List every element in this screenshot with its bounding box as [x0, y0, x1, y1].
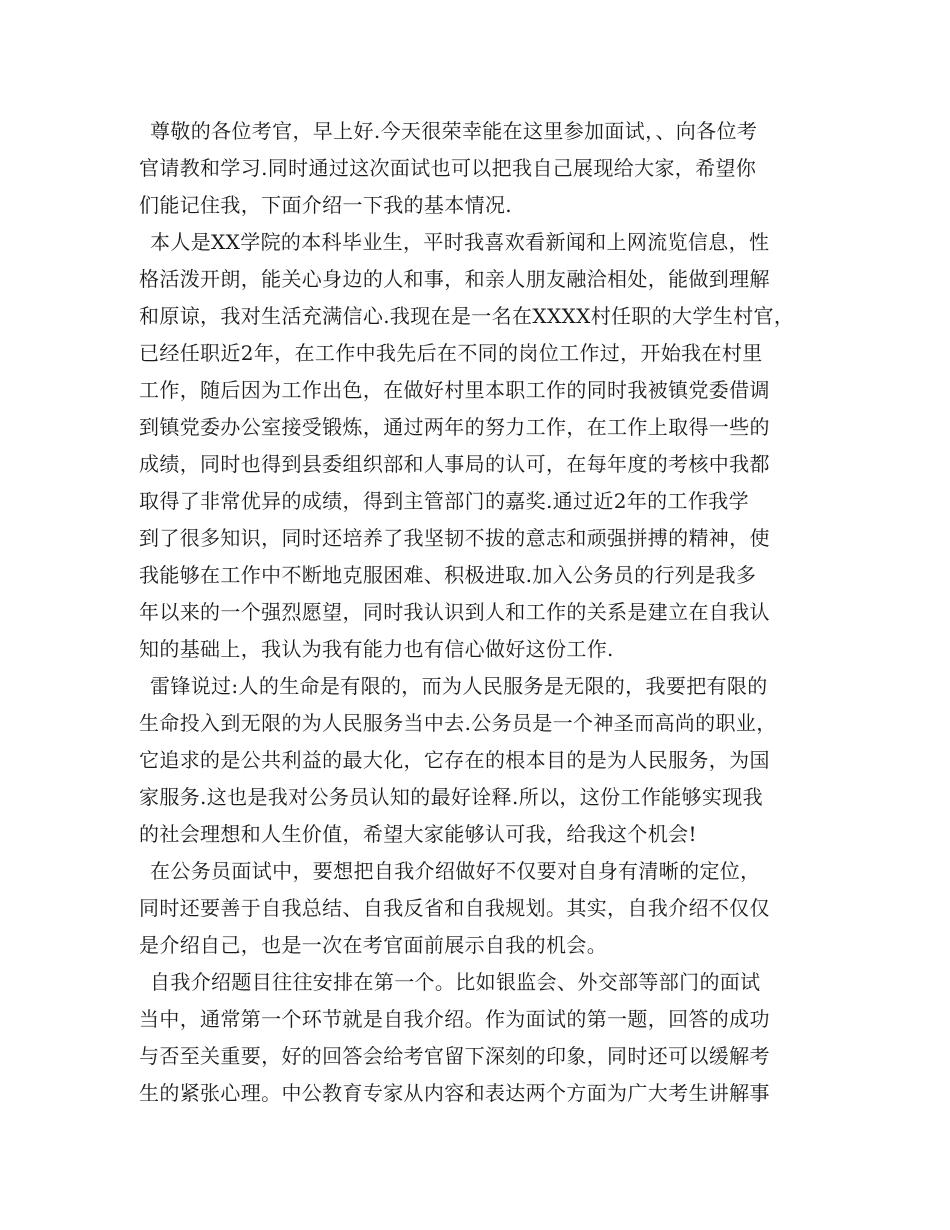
text-line: 它追求的是公共利益的最大化，它存在的根本目的是为人民服务，为国	[139, 748, 770, 772]
text-line: 取得了非常优异的成绩，得到主管部门的嘉奖.通过近2年的工作我学	[139, 489, 749, 513]
paragraph-lei-feng-quote	[139, 668, 815, 853]
text-line: 年以来的一个强烈愿望，同时我认识到人和工作的关系是建立在自我认	[139, 600, 770, 624]
document-body	[139, 113, 815, 1112]
text-line: 我能够在工作中不断地克服困难、积极进取.加入公务员的行列是我多	[139, 563, 757, 587]
text-line: 的社会理想和人生价值，希望大家能够认可我，给我这个机会!	[139, 822, 697, 846]
text-line: 已经任职近2年，在工作中我先后在不同的岗位工作过，开始我在村里	[139, 341, 763, 365]
text-line: 生的紧张心理。中公教育专家从内容和表达两个方面为广大考生讲解事	[139, 1081, 770, 1105]
text-line: 成绩，同时也得到县委组织部和人事局的认可，在每年度的考核中我都	[139, 452, 770, 476]
text-line: 家服务.这也是我对公务员认知的最好诠释.所以，这份工作能够实现我	[139, 785, 763, 809]
text-line: 自我介绍题目往往安排在第一个。比如银监会、外交部等部门的面试	[150, 970, 761, 994]
text-line: 雷锋说过:人的生命是有限的，而为人民服务是无限的，我要把有限的	[150, 674, 768, 698]
text-line: 到了很多知识，同时还培养了我坚韧不拔的意志和顽强拼搏的精神，使	[139, 526, 770, 550]
paragraph-question-order	[139, 964, 815, 1112]
text-line: 与否至关重要，好的回答会给考官留下深刻的印象，同时还可以缓解考	[139, 1044, 770, 1068]
text-line: 尊敬的各位考官，早上好.今天很荣幸能在这里参加面试，、向各位考	[150, 119, 758, 143]
text-line: 和原谅，我对生活充满信心.我现在是一名在XXXX村任职的大学生村官，	[139, 304, 795, 328]
paragraph-greeting	[139, 113, 815, 224]
text-line: 知的基础上，我认为我有能力也有信心做好这份工作.	[139, 637, 614, 661]
text-line: 本人是XX学院的本科毕业生，平时我喜欢看新闻和上网流览信息，性	[150, 230, 770, 254]
text-line: 当中，通常第一个环节就是自我介绍。作为面试的第一题，回答的成功	[139, 1007, 770, 1031]
text-line: 工作，随后因为工作出色，在做好村里本职工作的同时我被镇党委借调	[139, 378, 770, 402]
text-line: 格活泼开朗，能关心身边的人和事，和亲人朋友融洽相处，能做到理解	[139, 267, 770, 291]
text-line: 生命投入到无限的为人民服务当中去.公务员是一个神圣而高尚的职业，	[139, 711, 777, 735]
paragraph-interview-tips	[139, 853, 815, 964]
text-line: 官请教和学习.同时通过这次面试也可以把我自己展现给大家，希望你	[139, 156, 757, 180]
text-line: 是介绍自己，也是一次在考官面前展示自我的机会。	[139, 933, 608, 957]
paragraph-self-introduction	[139, 224, 815, 668]
text-line: 在公务员面试中，要想把自我介绍做好不仅要对自身有清晰的定位，	[150, 859, 761, 883]
text-line: 们能记住我，下面介绍一下我的基本情况.	[139, 193, 513, 217]
text-line: 同时还要善于自我总结、自我反省和自我规划。其实，自我介绍不仅仅	[139, 896, 770, 920]
text-line: 到镇党委办公室接受锻炼，通过两年的努力工作，在工作上取得一些的	[139, 415, 770, 439]
